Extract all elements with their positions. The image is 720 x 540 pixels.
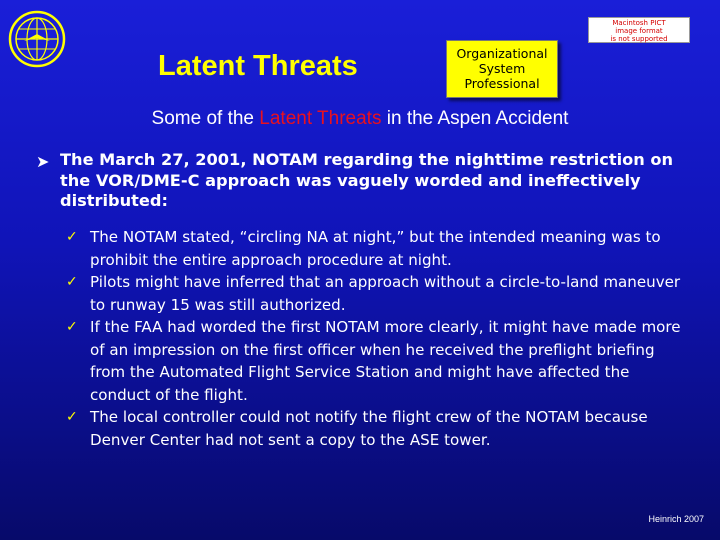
check-mark-icon: ✓ bbox=[66, 409, 78, 425]
placeholder-line: is not supported bbox=[610, 35, 668, 43]
check-mark-icon: ✓ bbox=[66, 274, 78, 290]
list-item-text: The local controller could not notify the flight crew of the NOTAM because Denver Center had not sent a copy to the ASE tower. bbox=[90, 408, 648, 449]
category-badge bbox=[446, 40, 558, 98]
list-item bbox=[66, 271, 692, 316]
slide-subtitle bbox=[0, 108, 720, 130]
subtitle-prefix: Some of the bbox=[151, 108, 260, 129]
badge-line: System bbox=[478, 61, 526, 76]
author-credit: Heinrich 2007 bbox=[648, 514, 704, 524]
list-item-text: If the FAA had worded the first NOTAM more clearly, it might have made more of an impression on the first officer when he received the preflight briefing from the Automated Flight Service Station and might have affected the conduct of the flight. bbox=[90, 318, 681, 404]
sub-bullet-list bbox=[66, 226, 692, 451]
placeholder-line: image format bbox=[615, 27, 663, 35]
globe-emblem-icon bbox=[8, 10, 66, 68]
check-mark-icon: ✓ bbox=[66, 229, 78, 245]
subtitle-suffix: in the Aspen Accident bbox=[381, 108, 569, 129]
main-bullet bbox=[36, 150, 676, 212]
list-item bbox=[66, 316, 692, 406]
list-item bbox=[66, 226, 692, 271]
arrow-bullet-icon: ➤ bbox=[36, 152, 50, 171]
badge-line: Organizational bbox=[456, 46, 548, 61]
main-bullet-text: The March 27, 2001, NOTAM regarding the nighttime restriction on the VOR/DME-C approach was vaguely worded and ineffectively distributed: bbox=[60, 150, 674, 210]
slide-title: Latent Threats bbox=[158, 50, 358, 82]
subtitle-highlight: Latent Threats bbox=[259, 108, 382, 129]
list-item bbox=[66, 406, 692, 451]
unsupported-image-placeholder bbox=[588, 17, 690, 43]
badge-line: Professional bbox=[464, 76, 540, 91]
list-item-text: Pilots might have inferred that an approach without a circle-to-land maneuver to runway 15 was still authorized. bbox=[90, 273, 681, 314]
placeholder-line: Macintosh PICT bbox=[612, 19, 666, 27]
check-mark-icon: ✓ bbox=[66, 319, 78, 335]
list-item-text: The NOTAM stated, “circling NA at night,” but the intended meaning was to prohibit the entire approach procedure at night. bbox=[90, 228, 661, 269]
